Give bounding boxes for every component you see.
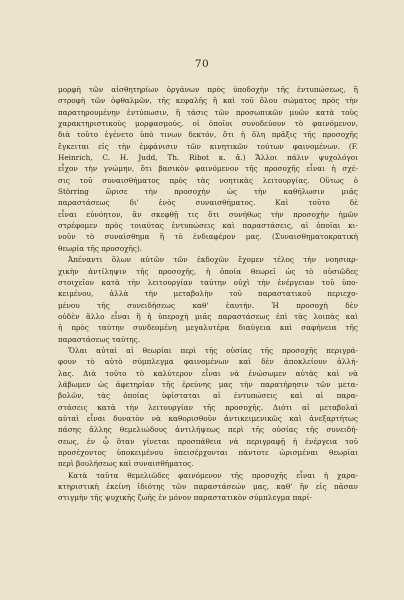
text-line: παρατηρουμένην ἐντύπωσιν, ἢ τάσις τῶν προσωπικῶν μυῶν κατὰ τοὺς xyxy=(58,107,358,117)
text-line: εἶχον τὴν γνώμην, ὅτι βασικὸν φαινόμενον τῆς προσοχῆς εἶναι ἡ σχέ- xyxy=(58,164,358,174)
text-line: κειμένου, ἀλλὰ τὴν μεταβολὴν τοῦ παραστατικοῦ περιεχο- xyxy=(58,289,358,299)
text-line: σεως, ἐν ᾧ ὅταν γίνεται προσπάθεια νὰ περιγραφῇ ἡ ἐνέργεια τοῦ xyxy=(58,436,358,446)
text-line: προσέχοντος ὑποκειμένου ὑπεισέρχονται πάντοτε ὡρισμέναι θεωρίαι xyxy=(58,448,358,457)
text-line: στροφὴ τῶν ὀφθαλμῶν, τῆς κεφαλῆς ἢ καὶ τοῦ ὅλου σώματος πρὸς τὴν xyxy=(58,96,358,106)
paragraph xyxy=(58,84,358,254)
text-line: ἔγκειται εἰς τὴν ἐμφάνισιν τῶν κινητικῶν τούτων φαινομένων. (F. xyxy=(58,141,358,151)
text-line: λάβωμεν ὡς ἀφετηρίαν τῆς ἐρεύνης μας τὴν παρατήρησιν τῶν μετα- xyxy=(58,379,358,389)
text-line: Ἀπέναντι ὅλων αὐτῶν τῶν ἐκδοχῶν ἔχομεν τέλος τὴν νοησιαρ- xyxy=(68,255,358,265)
text-line: στρέφομεν πρὸς τοιαύτας ἐντυπώσεις καὶ παραστάσεις, αἱ ὁποῖαι κι- xyxy=(58,221,358,231)
text-line: οὐδὲν ἄλλο εἶναι ἢ ἡ ὑπεροχὴ μιᾶς παραστάσεως ἐπὶ τὰς λοιπὰς καὶ xyxy=(58,311,358,321)
text-line: παραστάσεως δι' ἑνὸς συναισθήματος. Καὶ τοῦτο δὲ xyxy=(58,198,358,208)
text-line: εἶναι εὐνόητον, ἂν σκεφθῇ τις ὅτι συνήθως τὴν προσοχὴν ἡμῶν xyxy=(58,209,358,219)
text-line: περὶ βουλήσεως καὶ συναισθήματος. xyxy=(58,459,194,469)
text-line: θεωρία τῆς προσοχῆς). xyxy=(58,243,143,253)
text-line: πάσης ἄλλης θεμελιώδους ἀντιλήψεως περὶ τῆς οὐσίας τῆς συνειδή- xyxy=(58,425,358,435)
page-number: 70 xyxy=(194,58,210,70)
text-line: λας. Διὰ τοῦτο τὸ καλύτερον εἶναι νὰ ἑνώσωμεν αὐτὰς καὶ νὰ xyxy=(58,368,358,378)
paragraph xyxy=(58,470,358,504)
text-line: χικὴν ἀντίληψιν τῆς προσοχῆς, ἡ ὁποία θεωρεῖ ὡς τὸ οὐσιῶδες xyxy=(58,266,358,276)
text-line: στάσεις κατὰ τὴν λειτουργίαν τῆς προσοχῆς. Διότι αἱ μεταβολαὶ xyxy=(58,402,358,412)
paragraph xyxy=(58,345,358,470)
text-line: Κατὰ ταῦτα θεμελιῶδες φαινόμενον τῆς προσοχῆς εἶναι ἡ χαρα- xyxy=(68,470,358,480)
text-line: βολῶν, τὰς ὁποίας ὑφίσταται αἱ ἐντυπώσεις καὶ αἱ παρα- xyxy=(58,391,358,401)
text-line: σις τοῦ συναισθήματος πρὸς τὰς νοητικὰς λειτουργίας. Οὕτως ὁ xyxy=(58,175,358,185)
text-line: στοιχεῖον κατὰ τὴν λειτουργίαν ταύτην οὐχὶ τὴν ἐνέργειαν τοῦ ὑπο- xyxy=(58,277,358,287)
text-line: μένου τῆς συνειδήσεως καθ' ἑαυτήν. Ἡ προσοχὴ δὲν xyxy=(58,300,358,310)
text-line: νοῦν τὸ συναίσθημα ἢ τὸ ἐνδιαφέρον μας. (Συναισθηματοκρατικὴ xyxy=(58,232,358,242)
text-line: ἡ πρὸς ταύτην συνδεομένη μεγαλυτέρα διαύγεια καὶ σαφήνεια τῆς xyxy=(58,323,358,333)
text-line: μορφὴ τῶν αἰσθητηρίων ὀργάνων πρὸς ὑποδοχὴν τῆς ἐντυπώσεως, ἢ xyxy=(58,85,358,94)
text-line: κτηριστικὴ ἐκείνη ἰδιότης τῶν παραστάσεών μας, καθ' ἣν εἰς πᾶσαν xyxy=(58,482,358,492)
body-text xyxy=(58,84,358,504)
text-line: διὰ τοῦτο ἐγένετο ὑπὸ τινων δεκτόν, ὅτι ἡ ὅλη πρᾶξις τῆς προσοχῆς xyxy=(58,130,358,140)
text-line: Heinrich, C. H. Judd, Th. Ribot κ. ἄ.) Ἄλλοι πάλιν ψυχολόγοι xyxy=(58,153,358,163)
text-line: παραστάσεως ταύτης. xyxy=(58,334,141,344)
text-line: Störring ὥρισε τὴν προσοχὴν ὡς τὴν καθήλωσιν μιᾶς xyxy=(58,187,358,197)
text-line: αὐταὶ εἶναι δυνατὸν νὰ καθορισθοῦν ἀντικειμενικῶς καὶ ἀνεξαρτήτως xyxy=(58,413,358,423)
text-line: Ὅλαι αὐταὶ αἱ θεωρίαι περὶ τῆς οὐσίας τῆς προσοχῆς περιγρά- xyxy=(68,345,358,355)
text-line: χαρακτηριστικοὺς μορφασμούς, οἱ ὁποῖοι συνοδεύουν τὸ φαινόμενον, xyxy=(58,119,358,129)
text-line: φουν τὸ αὐτὸ σύμπλεγμα φαινομένων καὶ δὲν ἀποκλείουν ἀλλή- xyxy=(58,357,358,367)
paragraph xyxy=(58,254,358,345)
text-line: στιγμὴν τῆς ψυχικῆς ζωῆς ἐν μόνον παραστατικὸν σύμπλεγμα παρί- xyxy=(58,493,312,503)
